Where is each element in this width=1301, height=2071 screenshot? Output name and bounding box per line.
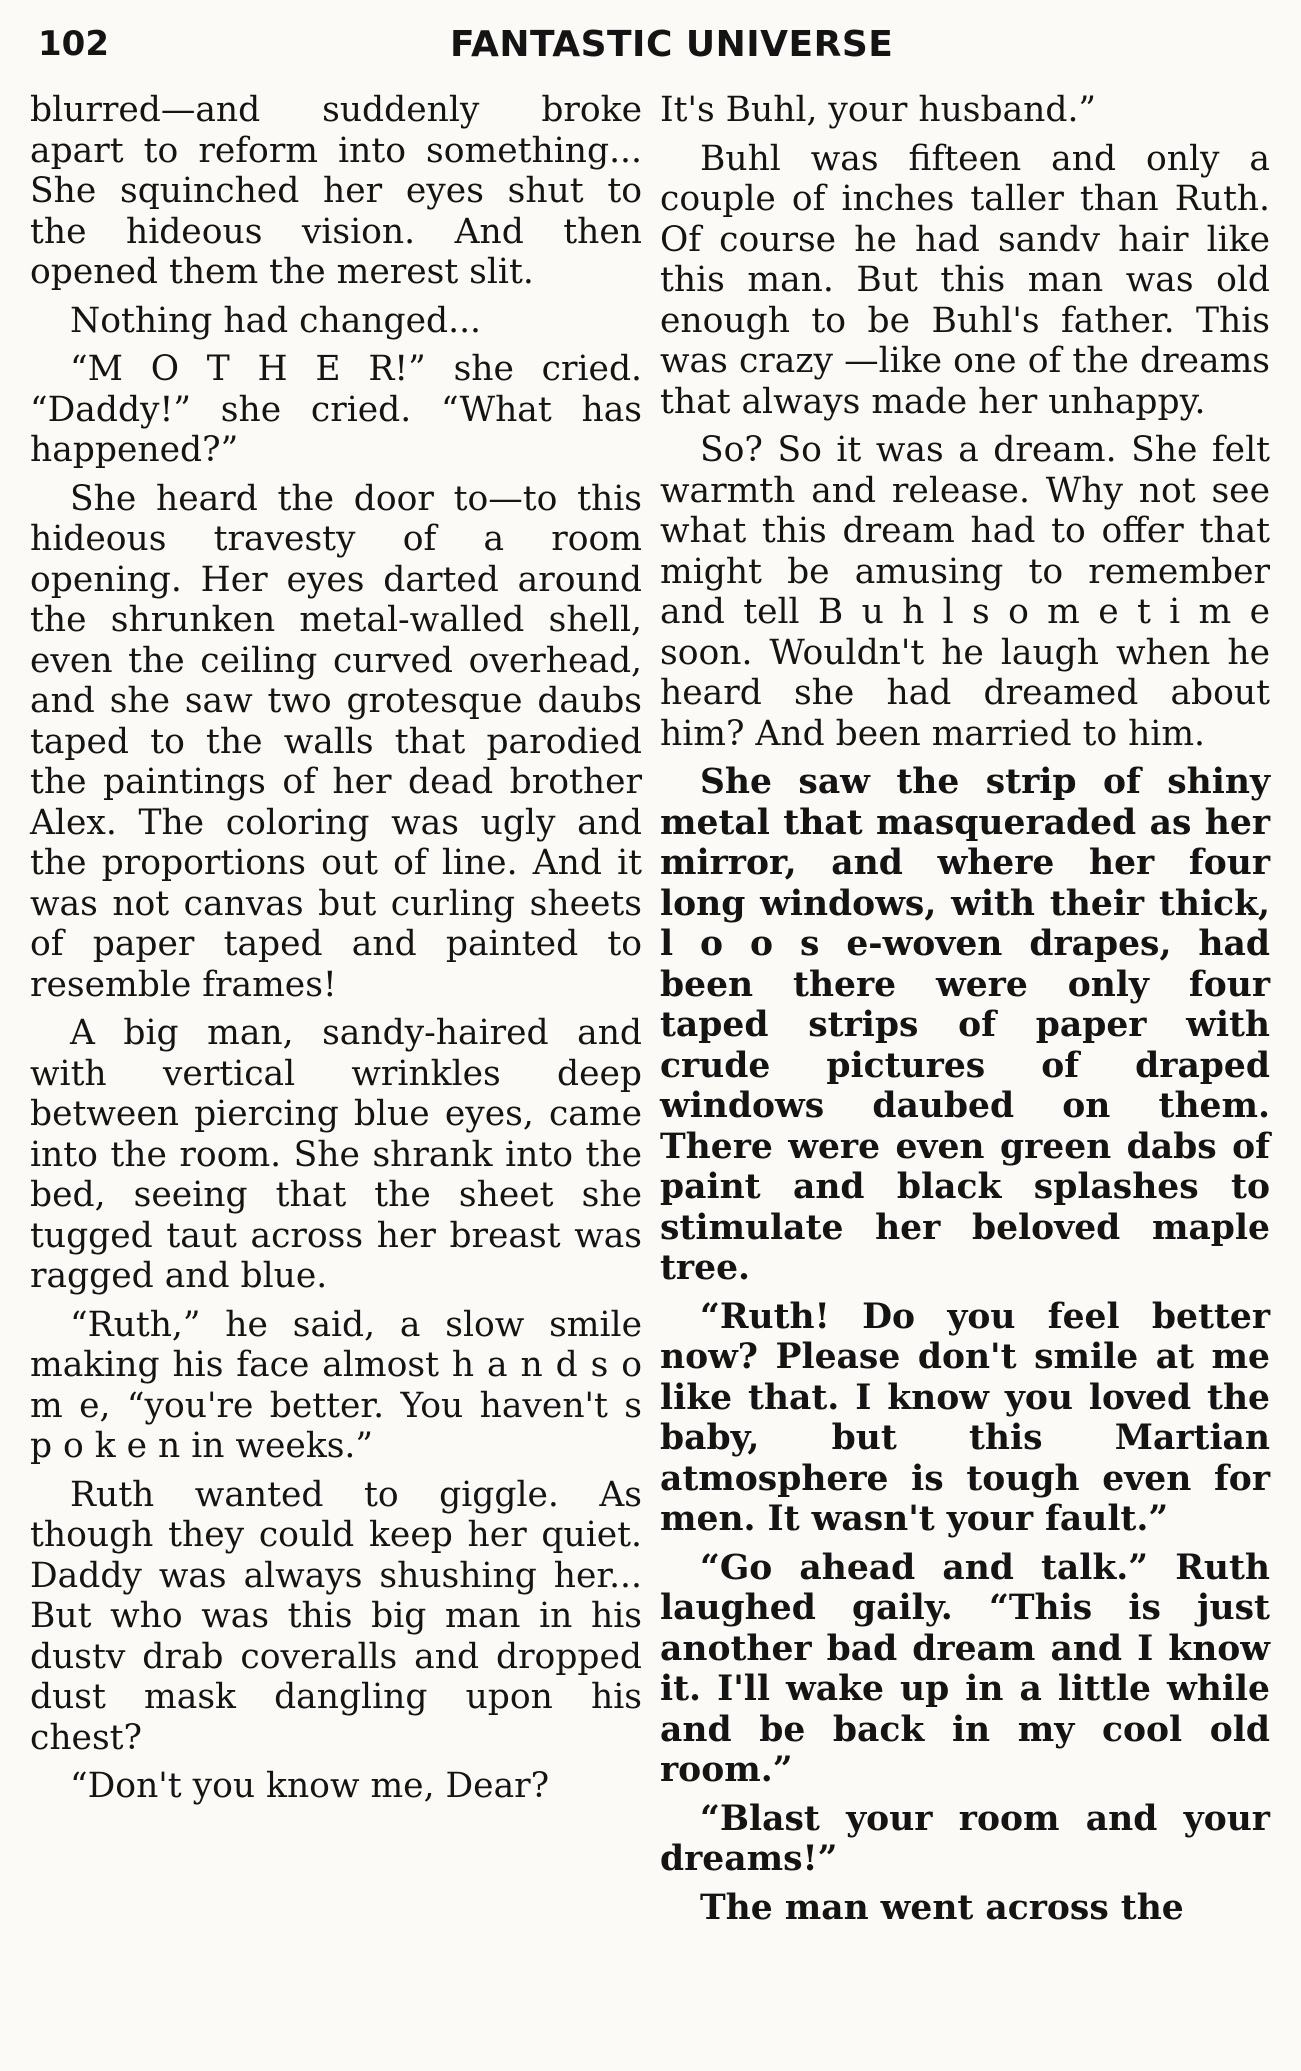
- page-header: [30, 20, 1270, 70]
- paragraph: So? So it was a dream. She felt warmth and release. Why not see what this dream had to offer that might be amusing to remember and tell B u h l s o m e t i m e soon. Wouldn't he laugh when he heard she had dreamed about him? And been married to him.: [660, 430, 1270, 754]
- paragraph: “Don't you know me, Dear?: [70, 1766, 550, 1806]
- paragraph: “M O T H E R!” she cried. “Daddy!” she cried. “What has happened?”: [30, 349, 642, 470]
- paragraph: A big man, sandy-haired and with vertical wrinkles deep between piercing blue eyes, came into the room. She shrank into the bed, seeing that the sheet she tugged taut across her breast was ragged and blue.: [30, 1013, 642, 1296]
- paragraph: blurred—and suddenly broke apart to reform into something... She squinched her eyes shut to the hideous vision. And then opened them the merest slit.: [30, 90, 642, 292]
- paragraph: “Blast your room and your dreams!”: [660, 1798, 1270, 1879]
- page-number: 102: [38, 24, 109, 64]
- paragraph: Buhl was fifteen and only a couple of inches taller than Ruth. Of course he had sandv hair like this man. But this man was old enough to be Buhl's father. This was crazy —like one of the dreams that always made her unhappy.: [660, 138, 1270, 422]
- left-column: [30, 90, 642, 1815]
- paragraph: She heard the door to—to this hideous travesty of a room opening. Her eyes darted around the shrunken metal-walled shell, even the ceiling curved overhead, and she saw two grotesque daubs taped to the walls that parodied the paintings of her dead brother Alex. The coloring was ugly and the proportions out of line. And it was not canvas but curling sheets of paper taped and painted to resemble frames!: [30, 478, 642, 1005]
- running-title: FANTASTIC UNIVERSE: [450, 24, 894, 65]
- paragraph: She saw the strip of shiny metal that masqueraded as her mirror, and where her four long windows, with their thick, l o o s e-woven drapes, had been there were only four taped strips of paper with crude pictures of draped windows daubed on them. There were even green dabs of paint and black splashes to stimulate her beloved maple tree.: [660, 762, 1270, 1288]
- paragraph: It's Buhl, your husband.”: [660, 90, 1097, 130]
- right-column: [660, 90, 1270, 1936]
- paragraph: Nothing had changed...: [70, 300, 482, 341]
- paragraph: “Ruth! Do you feel better now? Please don't smile at me like that. I know you loved the baby, but this Martian atmosphere is tough even for men. It wasn't your fault.”: [660, 1296, 1270, 1539]
- paragraph: The man went across the: [700, 1887, 1184, 1928]
- paragraph: “Ruth,” he said, a slow smile making his face almost h a n d s o m e, “you're better. You haven't s p o k e n in weeks.”: [30, 1304, 642, 1466]
- paragraph: “Go ahead and talk.” Ruth laughed gaily. “This is just another bad dream and I know it. I'll wake up in a little while and be back in my cool old room.”: [660, 1547, 1270, 1790]
- paragraph: Ruth wanted to giggle. As though they could keep her quiet. Daddy was always shushing her... But who was this big man in his dustv drab coveralls and dropped dust mask dangling upon his chest?: [30, 1474, 642, 1758]
